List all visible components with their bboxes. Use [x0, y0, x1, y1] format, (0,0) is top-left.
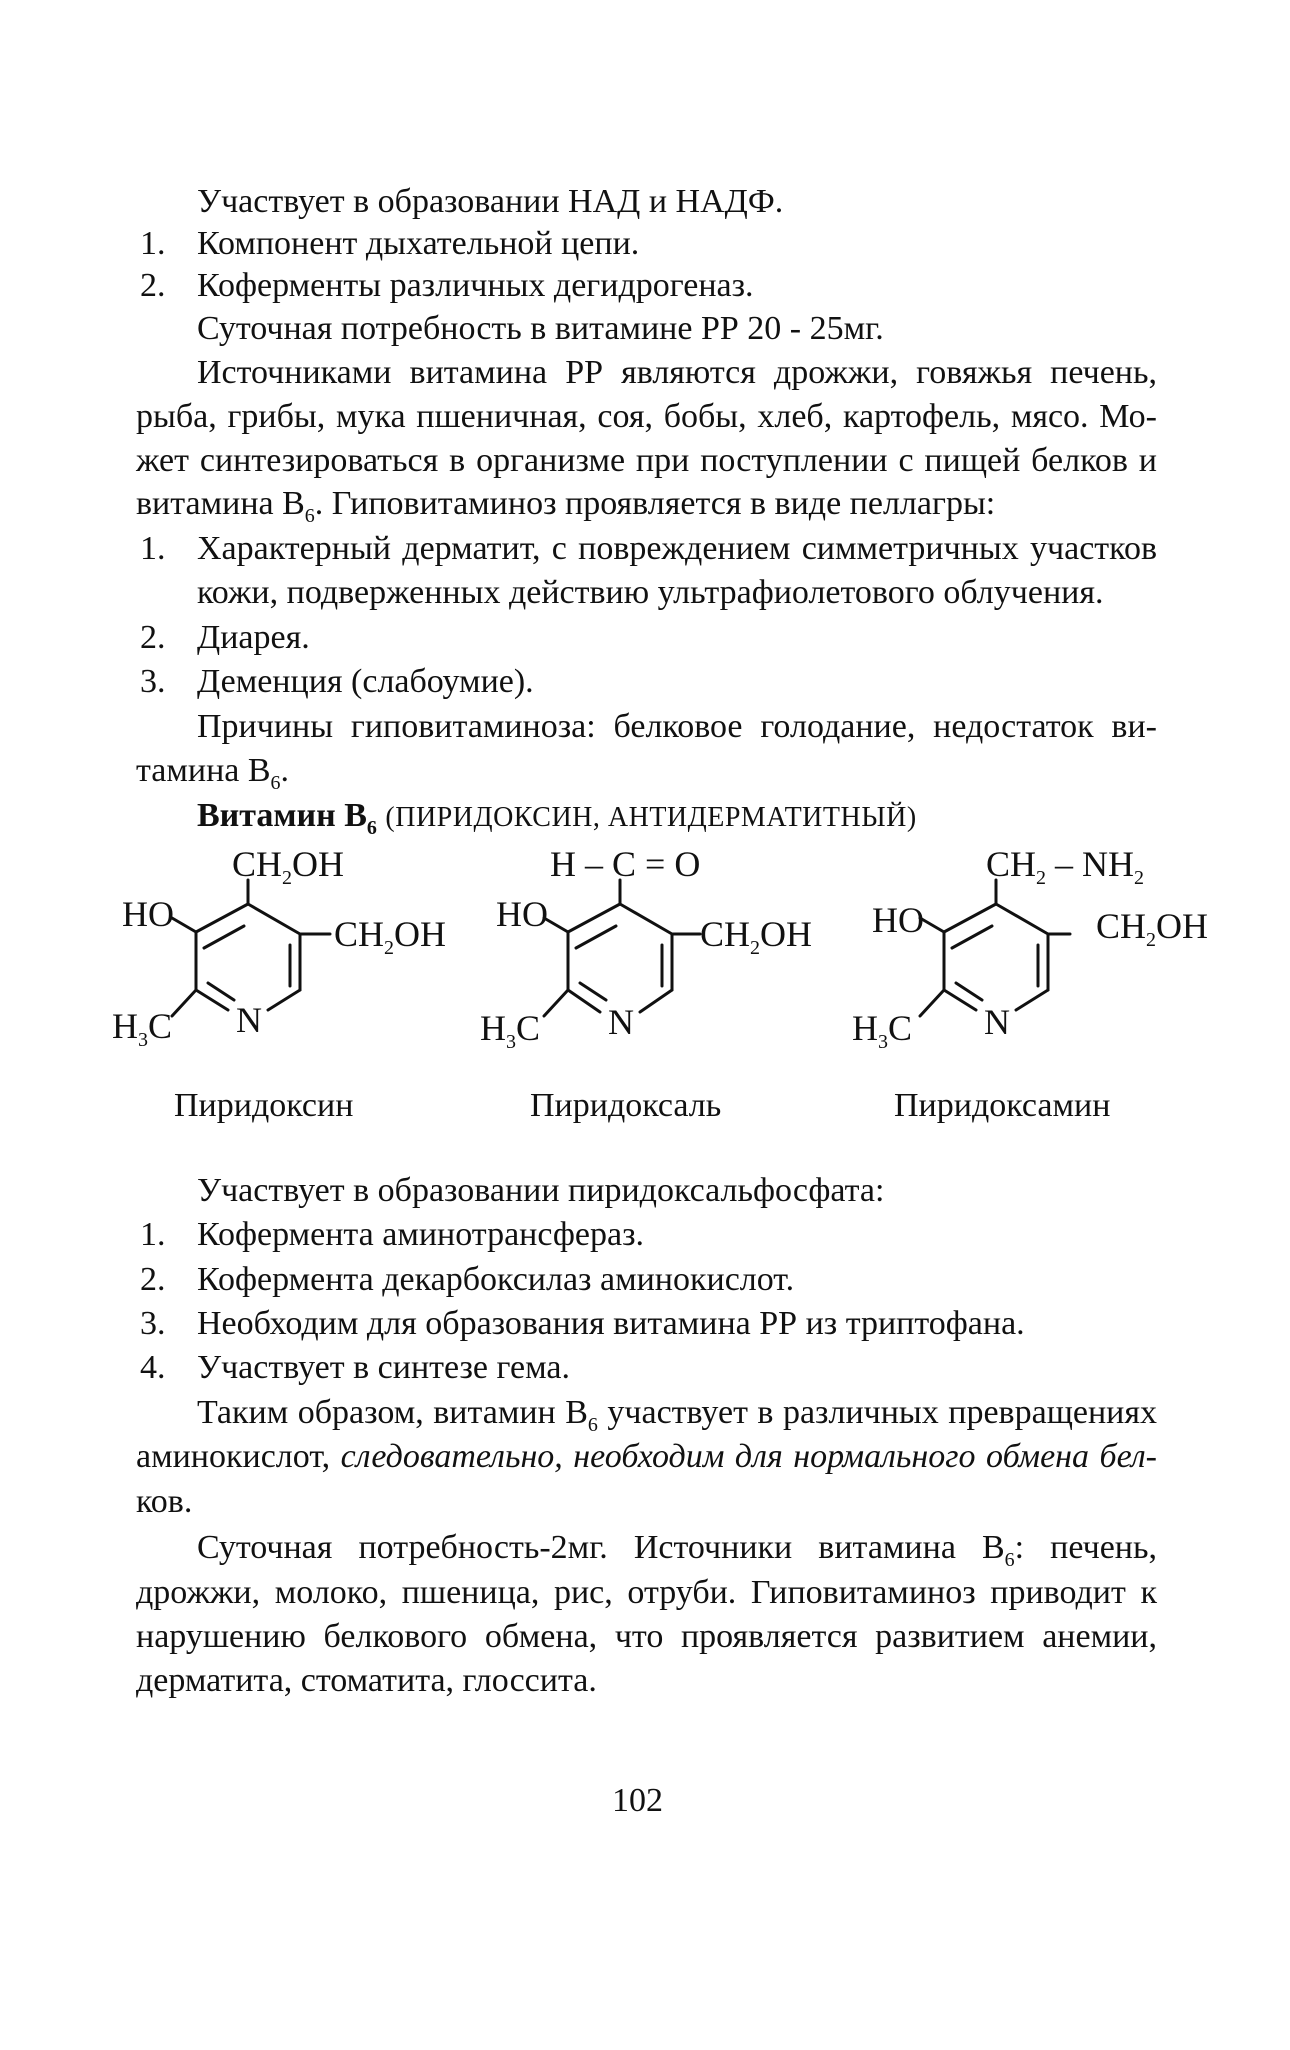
pyridoxamine-n: N: [984, 1002, 1010, 1042]
list3-num-3: 3.: [140, 1305, 166, 1342]
thus-l1-sub: 6: [587, 1414, 598, 1436]
nad-line: Участвует в образовании НАД и НАДФ.: [197, 183, 784, 220]
pyridoxine-n: N: [236, 1000, 262, 1040]
list3-text-4: Участвует в синтезе гема.: [197, 1349, 570, 1386]
page-number: 102: [612, 1782, 663, 1819]
sources-line-2: рыба, грибы, мука пшеничная, соя, бобы, хлеб, картофель, мясо. Мо-: [136, 398, 1157, 435]
participates-line: Участвует в образовании пиридоксальфосфата:: [197, 1172, 885, 1209]
daily-need-pp: Суточная потребность в витамине РР 20 - 25мг.: [197, 310, 884, 347]
list3-text-2: Кофермента декарбоксилаз аминокислот.: [197, 1261, 795, 1298]
pyridoxine-right-group: $CH_2OH$: [334, 914, 447, 959]
pyridoxine-ho: HO: [122, 894, 174, 934]
list2-num-3: 3.: [140, 663, 166, 700]
heading-caps: (ПИРИДОКСИН, АНТИДЕРМАТИТНЫЙ): [385, 802, 917, 833]
heading-bold: Витамин В: [197, 797, 367, 834]
list2-text-1: Характерный дерматит, с повреждением симметричных участков: [197, 530, 1157, 567]
pyridoxal-top-group: H – C = O: [550, 844, 701, 884]
list3-text-3: Необходим для образования витамина РР из триптофана.: [197, 1305, 1025, 1342]
list1-text-1: Компонент дыхательной цепи.: [197, 225, 640, 262]
sources-l4-sub: 6: [304, 505, 315, 527]
list2-num-1: 1.: [140, 530, 166, 567]
list3-num-2: 2.: [140, 1261, 166, 1298]
list2-text-1-cont: кожи, подверженных действию ультрафиолетового облучения.: [197, 574, 1104, 611]
thus-l2-italic: следовательно, необходим для нормального обмена бел-: [340, 1438, 1157, 1475]
pyridoxine-top-group: $CH_2OH$: [232, 844, 345, 889]
list1-text-2: Коферменты различных дегидрогеназ.: [197, 267, 754, 304]
need-b6-line-2: дрожжи, молоко, пшеница, рис, отруби. Гиповитаминоз приводит к: [136, 1574, 1157, 1611]
list2-num-2: 2.: [140, 619, 166, 656]
list3-num-4: 4.: [140, 1349, 166, 1386]
pyridoxal-right-group: $CH_2OH$: [700, 914, 813, 959]
list2-text-3: Деменция (слабоумие).: [197, 663, 534, 700]
pyridoxal-ring: [544, 880, 700, 1016]
pyridoxine-h3c: $H_3C$: [112, 1006, 173, 1051]
causes-l2-b: .: [280, 752, 290, 789]
caption-pyridoxine: Пиридоксин: [174, 1087, 354, 1124]
list1-num-2: 2.: [140, 267, 166, 304]
pyridoxamine-ring: [920, 880, 1070, 1016]
sources-line-1: Источниками витамина РР являются дрожжи, говяжья печень,: [197, 354, 1157, 391]
thus-l2-a: аминокислот,: [136, 1438, 341, 1475]
causes-l2-sub: 6: [270, 772, 281, 794]
thus-l1-b: участвует в различных превращениях: [597, 1394, 1158, 1431]
sources-l4-a: витамина В: [136, 485, 305, 522]
caption-pyridoxal: Пиридоксаль: [530, 1087, 722, 1124]
pyridoxamine-right-group: $CH_2OH$: [1096, 906, 1209, 951]
pyridoxamine-h3c: $H_3C$: [852, 1008, 913, 1053]
sources-l4-b: . Гиповитаминоз проявляется в виде пеллагры:: [314, 485, 996, 522]
need-l1-a: Суточная потребность-2мг. Источники витамина В: [197, 1529, 1005, 1566]
vitamin-b6-heading: [197, 795, 917, 849]
causes-line-1: Причины гиповитаминоза: белковое голодание, недостаток ви-: [197, 708, 1157, 745]
pyridoxal-n: N: [608, 1002, 634, 1042]
thus-line-2: [136, 1436, 1157, 1478]
pyridoxal-h3c: $H_3C$: [480, 1008, 541, 1053]
heading-bold-sub: 6: [366, 817, 377, 839]
sources-line-3: жет синтезироваться в организме при поступлении с пищей белков и: [136, 442, 1157, 479]
thus-l1-a: Таким образом, витамин В: [197, 1394, 588, 1431]
pyridoxine-ring: [172, 880, 330, 1016]
list3-text-1: Кофермента аминотрансфераз.: [197, 1216, 645, 1253]
need-b6-line-3: нарушению белкового обмена, что проявляется развитием анемии,: [136, 1618, 1157, 1655]
pyridoxal-ho: HO: [496, 894, 548, 934]
caption-pyridoxamine: Пиридоксамин: [894, 1087, 1111, 1124]
list2-text-2: Диарея.: [197, 619, 310, 656]
list1-num-1: 1.: [140, 225, 166, 262]
need-l1-b: : печень,: [1014, 1529, 1157, 1566]
need-b6-line-4: дерматита, стоматита, глоссита.: [136, 1662, 597, 1699]
need-l1-sub: 6: [1004, 1549, 1015, 1571]
causes-l2-a: тамина В: [136, 752, 271, 789]
list3-num-1: 1.: [140, 1216, 166, 1253]
pyridoxamine-top-group: $CH_2 - NH_2$: [986, 844, 1145, 889]
thus-line-3: ков.: [136, 1483, 193, 1520]
pyridoxamine-ho: HO: [872, 900, 924, 940]
